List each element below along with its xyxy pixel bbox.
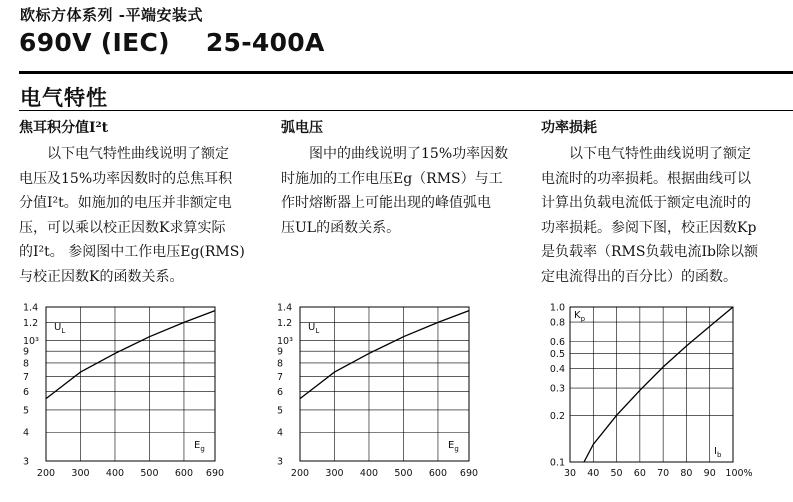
- chart-i2t-svg: [19, 296, 229, 496]
- y-tick-label: 9: [277, 346, 284, 358]
- x-tick-label: 690: [205, 468, 225, 479]
- y-tick-label: 4: [277, 427, 284, 439]
- plot-frame: [46, 307, 215, 461]
- x-axis-label: $E_g$: [194, 440, 205, 453]
- text-line: 图中的曲线说明了15%功率因数: [281, 146, 509, 162]
- x-axis-label: $I_b$: [714, 446, 722, 459]
- plot-frame: [300, 307, 469, 461]
- x-tick-label: 200: [290, 468, 310, 479]
- x-tick-label: 300: [325, 468, 344, 479]
- x-tick-label: 60: [633, 468, 646, 479]
- chart-arc-voltage: [273, 296, 483, 500]
- plot-frame: [570, 307, 733, 462]
- y-tick-label: 7: [23, 371, 30, 383]
- y-tick-label: 4: [23, 427, 30, 439]
- y-axis-label: $U_L$: [54, 322, 66, 335]
- y-tick-label: 1.2: [23, 317, 39, 329]
- x-tick-label: 600: [428, 468, 448, 479]
- section-title: 电气特性: [20, 85, 108, 110]
- y-tick-label: 5: [277, 405, 284, 417]
- y-tick-label: 6: [277, 387, 284, 399]
- text-line: 电流时的功率损耗。根据曲线可以: [541, 170, 751, 187]
- y-tick-label: 1.0: [549, 302, 565, 314]
- text-line: 压，可以乘以校正因数K求算实际: [19, 219, 226, 236]
- chart-power-loss: [538, 296, 778, 500]
- text-line: 功率损耗。参阅下图，校正因数Kp: [541, 219, 757, 236]
- x-tick-label: 400: [105, 468, 125, 479]
- x-tick-label: 80: [680, 468, 693, 479]
- header-rule: [19, 71, 793, 74]
- series-line: [300, 311, 469, 399]
- column-heading-i2t: 焦耳积分值I²t: [19, 120, 109, 136]
- y-tick-label: 1.4: [23, 302, 39, 314]
- text-line: 与校正因数K的函数关系。: [19, 268, 184, 285]
- y-tick-label: 3: [23, 456, 30, 468]
- y-tick-label: 6: [23, 387, 30, 399]
- x-tick-label: 400: [359, 468, 379, 479]
- x-tick-label: 600: [174, 468, 194, 479]
- text-line: 压UL的函数关系。: [281, 219, 401, 236]
- x-axis-label: $E_g$: [448, 440, 459, 453]
- text-line: 分值I²t。如施加的电压并非额定电: [19, 195, 232, 211]
- x-tick-label: 200: [36, 468, 56, 479]
- y-tick-label: 8: [277, 358, 284, 370]
- chart-arc-voltage-svg: [273, 296, 483, 496]
- x-tick-label: 690: [459, 468, 479, 479]
- text-line: 计算出负载电流低于额定电流时的: [541, 195, 751, 211]
- column-text-power-loss: [541, 142, 758, 289]
- y-tick-label: 1.4: [277, 302, 293, 314]
- y-tick-label: 1.2: [277, 317, 293, 329]
- text-line: 作时熔断器上可能出现的峰值弧电: [281, 195, 491, 211]
- y-tick-label: 10³: [23, 336, 39, 348]
- x-tick-label: 300: [71, 468, 90, 479]
- y-tick-label: 10³: [277, 336, 293, 348]
- column-text-arc-voltage: [281, 142, 508, 240]
- column-heading-power-loss: 功率损耗: [541, 120, 597, 136]
- text-line: 电压及15%功率因数时的总焦耳积: [19, 170, 233, 187]
- y-axis-label: $K_p$: [574, 310, 586, 323]
- y-tick-label: 0.3: [549, 383, 565, 395]
- chart-i2t: [19, 296, 229, 500]
- y-tick-label: 9: [23, 346, 30, 358]
- x-tick-label: 500: [140, 468, 159, 479]
- chart-power-loss-svg: [538, 296, 778, 496]
- series-line: [46, 311, 215, 399]
- section-rule: [19, 110, 793, 111]
- text-line: 的I²t。 参阅图中工作电压Eg(RMS): [19, 244, 245, 260]
- series-subtitle: 欧标方体系列 -平端安装式: [20, 6, 203, 24]
- y-tick-label: 7: [277, 371, 284, 383]
- y-tick-label: 8: [23, 358, 30, 370]
- y-axis-label: $U_L$: [308, 322, 320, 335]
- column-text-i2t: [19, 142, 245, 289]
- x-tick-label: 500: [394, 468, 413, 479]
- y-tick-label: 0.2: [549, 410, 565, 422]
- x-tick-label: 40: [587, 468, 600, 479]
- y-tick-label: 0.8: [549, 317, 565, 329]
- x-tick-label: 30: [563, 468, 577, 479]
- y-tick-label: 3: [277, 456, 284, 468]
- text-line: 时施加的工作电压Eg（RMS）与工: [281, 170, 503, 187]
- x-tick-label: 50: [610, 468, 623, 479]
- x-tick-label: 70: [657, 468, 670, 479]
- text-line: 以下电气特性曲线说明了额定: [541, 146, 751, 162]
- y-tick-label: 5: [23, 405, 30, 417]
- y-tick-label: 0.6: [549, 336, 565, 348]
- y-tick-label: 0.4: [549, 364, 565, 376]
- column-heading-arc-voltage: 弧电压: [281, 120, 323, 136]
- text-line: 是负载率（RMS负载电流Ib除以额: [541, 244, 758, 260]
- x-tick-label: 100%: [725, 468, 753, 479]
- text-line: 定电流得出的百分比）的函数。: [541, 268, 737, 285]
- series-line: [584, 307, 733, 462]
- text-line: 以下电气特性曲线说明了额定: [19, 146, 229, 162]
- y-tick-label: 0.1: [549, 457, 565, 469]
- voltage-current-title: 690V (IEC) 25-400A: [19, 28, 325, 57]
- x-tick-label: 90: [703, 468, 716, 479]
- y-tick-label: 0.5: [549, 349, 565, 361]
